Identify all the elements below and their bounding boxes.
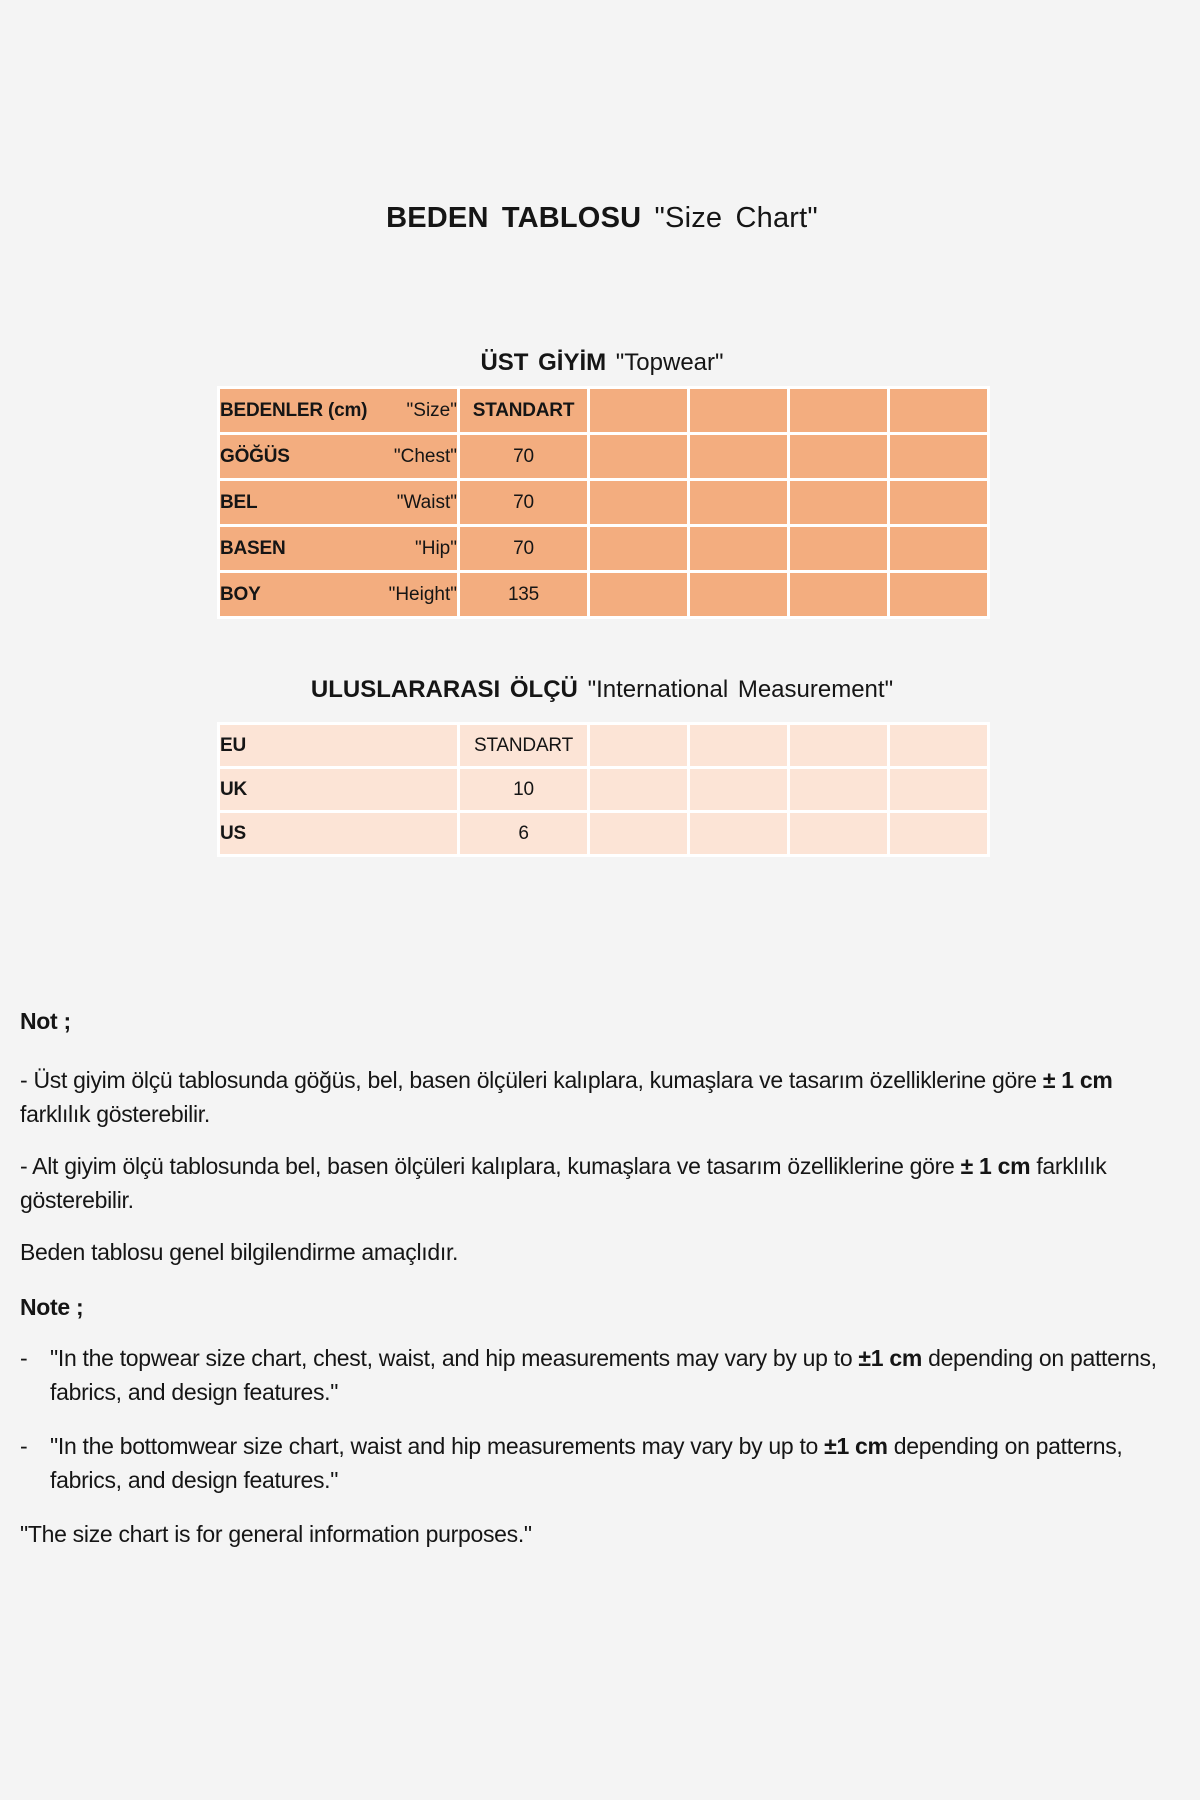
international-size-table [217,722,990,857]
table-row [219,388,989,434]
empty-cell [689,388,789,434]
eu-label-cell [219,724,459,768]
label-turkish: GÖĞÜS [220,445,290,467]
empty-cell [589,388,689,434]
table-row [219,526,989,572]
empty-cell [689,812,789,856]
international-heading-english: "International Measurement" [587,676,894,703]
table-row [219,812,989,856]
empty-cell [589,434,689,480]
topwear-heading-english: "Topwear" [615,349,724,376]
height-value-cell: 135 [459,572,589,618]
note-text: - Üst giyim ölçü tablosunda göğüs, bel, basen ölçüleri kalıplara, kumaşlara ve tasarım özelliklerine göre [20,1067,1043,1093]
turkish-note-footer: Beden tablosu genel bilgilendirme amaçlıdır. [20,1239,459,1265]
turkish-note-bottomwear [20,1149,1180,1217]
region-label: UK [220,778,248,800]
chest-value-cell: 70 [459,434,589,480]
empty-cell [889,768,989,812]
topwear-size-table [217,386,990,619]
chest-label-cell [219,434,459,480]
international-heading-turkish: ULUSLARARASI ÖLÇÜ [310,676,578,703]
empty-cell [689,724,789,768]
height-label-cell [219,572,459,618]
empty-cell [789,572,889,618]
table-row [219,434,989,480]
empty-cell [789,388,889,434]
label-english: "Height" [388,583,457,605]
note-text: depending on patterns, fabrics, and design features." [50,1433,1123,1493]
note-text [50,1429,1180,1497]
label-english: "Hip" [415,537,457,559]
label-turkish: BEDENLER (cm) [220,399,368,421]
empty-cell [789,724,889,768]
empty-cell [689,526,789,572]
turkish-note-topwear [20,1063,1180,1131]
hip-value-cell: 70 [459,526,589,572]
turkish-note-heading: Not ; [20,1008,71,1034]
note-text: "In the topwear size chart, chest, waist, and hip measurements may vary by up to [50,1345,859,1371]
empty-cell [889,388,989,434]
english-note-topwear [20,1341,1180,1409]
empty-cell [789,812,889,856]
table-row [219,480,989,526]
empty-cell [889,572,989,618]
empty-cell [589,812,689,856]
note-tolerance: ±1 cm [858,1345,922,1371]
empty-cell [889,526,989,572]
empty-cell [589,724,689,768]
table-row [219,768,989,812]
label-english: "Size" [406,399,457,421]
topwear-heading-turkish: ÜST GİYİM [480,349,607,376]
size-header-cell [219,388,459,434]
label-english: "Waist" [396,491,457,513]
page-title [217,202,987,235]
page-title-english: "Size Chart" [654,202,818,234]
us-value-cell: 6 [459,812,589,856]
topwear-heading [217,349,987,377]
empty-cell [689,572,789,618]
note-tolerance: ± 1 cm [1042,1067,1113,1093]
note-text: "In the bottomwear size chart, waist and hip measurements may vary by up to [50,1433,825,1459]
empty-cell [689,480,789,526]
table-row [219,724,989,768]
note-text: farklılık gösterebilir. [20,1101,210,1127]
label-turkish: BASEN [220,537,286,559]
waist-label-cell [219,480,459,526]
note-tolerance: ±1 cm [824,1433,888,1459]
empty-cell [889,480,989,526]
bullet-dash: - [20,1433,28,1459]
note-text: farklılık gösterebilir. [20,1153,1107,1213]
standart-header-cell: STANDART [459,388,589,434]
page-title-turkish: BEDEN TABLOSU [386,202,642,234]
empty-cell [789,480,889,526]
empty-cell [689,768,789,812]
notes-section [20,1004,1180,1551]
region-label: EU [220,734,246,756]
empty-cell [789,434,889,480]
bullet-dash: - [20,1345,28,1371]
region-label: US [220,822,246,844]
eu-value-cell: STANDART [459,724,589,768]
waist-value-cell: 70 [459,480,589,526]
empty-cell [589,526,689,572]
us-label-cell [219,812,459,856]
hip-label-cell [219,526,459,572]
note-text: depending on patterns, fabrics, and design features." [50,1345,1157,1405]
empty-cell [589,480,689,526]
empty-cell [889,724,989,768]
empty-cell [789,526,889,572]
empty-cell [889,812,989,856]
note-tolerance: ± 1 cm [960,1153,1031,1179]
empty-cell [589,572,689,618]
empty-cell [889,434,989,480]
international-heading [217,676,987,704]
label-english: "Chest" [393,445,457,467]
uk-label-cell [219,768,459,812]
english-note-heading: Note ; [20,1294,84,1320]
note-text: - Alt giyim ölçü tablosunda bel, basen ölçüleri kalıplara, kumaşlara ve tasarım özelliklerine göre [20,1153,961,1179]
english-note-footer: "The size chart is for general information purposes." [20,1521,532,1547]
label-turkish: BOY [220,583,261,605]
empty-cell [689,434,789,480]
empty-cell [589,768,689,812]
note-text [50,1341,1180,1409]
english-note-bottomwear [20,1429,1180,1497]
empty-cell [789,768,889,812]
uk-value-cell: 10 [459,768,589,812]
label-turkish: BEL [220,491,258,513]
table-row [219,572,989,618]
